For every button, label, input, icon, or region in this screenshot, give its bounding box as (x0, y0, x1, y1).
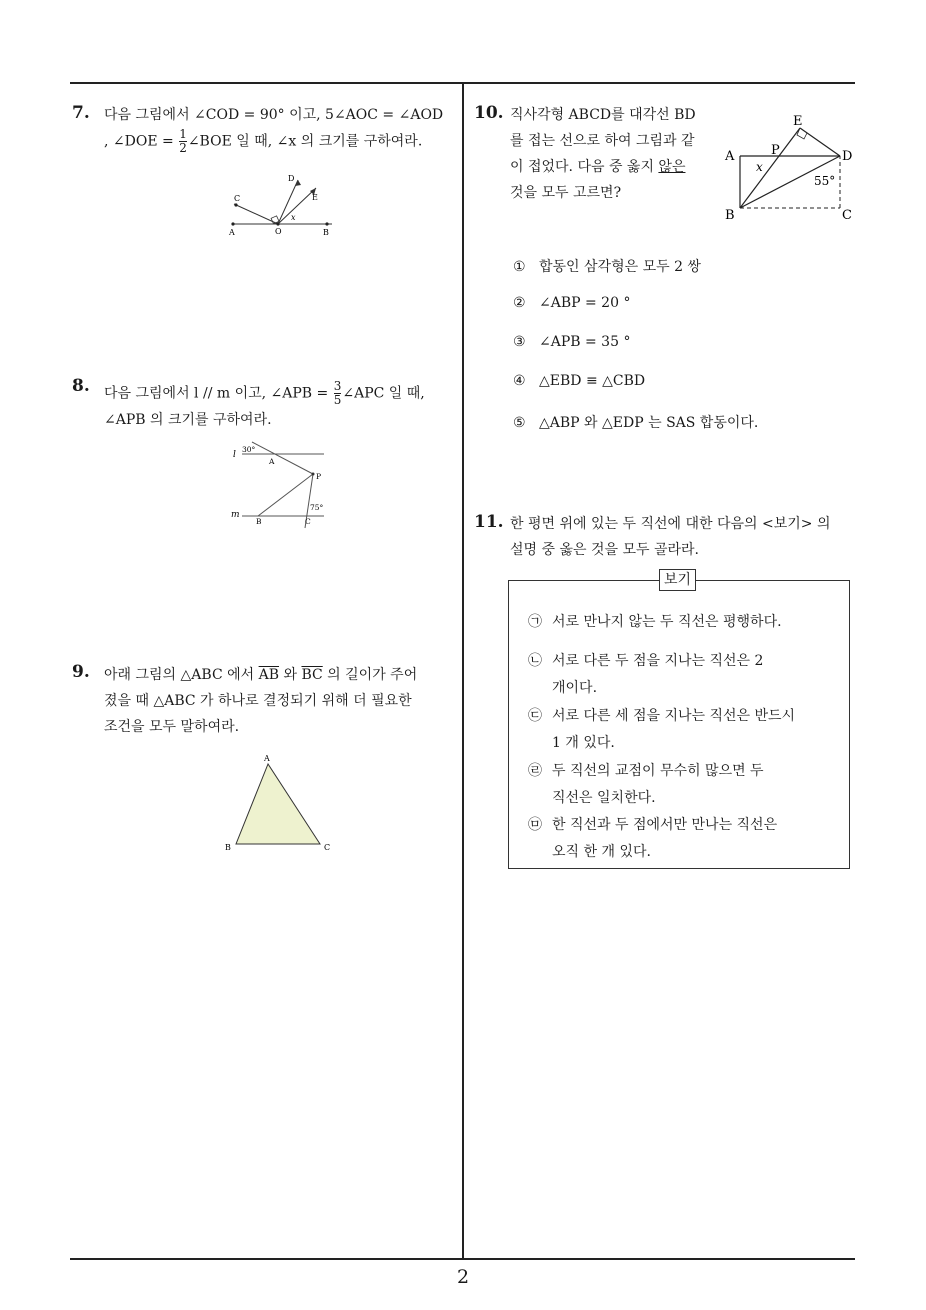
q8-figure (228, 440, 338, 530)
q7-label-x: x (291, 213, 296, 222)
segment-bc: $\overline{BC}$ (301, 667, 323, 683)
q9-number: 9. (72, 662, 90, 682)
q10-choice-1: ① 합동인 삼각형은 모두 2 쌍 (513, 259, 701, 275)
q7-fraction: $\frac{1}{2}$ (179, 127, 187, 155)
q8-text (104, 380, 459, 433)
q10-line1: 직사각형 ABCD를 대각선 BD (510, 107, 696, 123)
q9-label-a: A (264, 754, 270, 763)
q10-label-a: A (725, 149, 735, 164)
q11-line1: 한 평면 위에 있는 두 직선에 대한 다음의 <보기> 의 (510, 516, 831, 532)
q9-line3: 조건을 모두 말하여라. (104, 719, 240, 735)
q10-line4: 것을 모두 고르면? (510, 185, 622, 201)
segment-ab: $\overline{AB}$ (258, 667, 280, 683)
q7-label-c: C (234, 194, 241, 203)
q11-text (510, 511, 860, 563)
q10-label-55: 55° (814, 174, 836, 188)
q11-line2: 설명 중 옳은 것을 모두 골라라. (510, 542, 699, 558)
bogi-item-5: ㉤ 한 직선과 두 점에서만 만나는 직선은 오직 한 개 있다. (528, 817, 778, 860)
q7-figure (222, 168, 342, 240)
q9-text (104, 662, 459, 740)
q10-label-b: B (725, 208, 735, 223)
q8-number: 8. (72, 376, 90, 396)
q8-fraction: $\frac{3}{5}$ (333, 379, 342, 407)
q8-line1: 다음 그림에서 l // m 이고, ∠APB = $\frac{3}{5}$ ∠APC 일 때, (104, 379, 425, 407)
q10-figure (720, 108, 860, 226)
q7-label-o: O (275, 227, 282, 236)
q10-line2: 를 접는 선으로 하여 그림과 같 (510, 133, 695, 149)
bogi-item-1: ㉠ 서로 만나지 않는 두 직선은 평행하다. (528, 614, 782, 630)
q8-label-a: A (269, 457, 275, 466)
page-number: 2 (456, 1266, 470, 1288)
bogi-item-4: ㉣ 두 직선의 교점이 무수히 많으면 두 직선은 일치한다. (528, 763, 764, 806)
q11-number: 11. (474, 512, 504, 532)
q7-line1: 다음 그림에서 ∠COD = 90° 이고, 5∠AOC = ∠AOD (104, 107, 444, 123)
q8-line2: ∠APB 의 크기를 구하여라. (104, 412, 272, 428)
q8-label-l: l (233, 450, 236, 460)
q10-label-d: D (842, 149, 853, 164)
q8-label-30: 30° (242, 445, 256, 454)
q9-label-c: C (324, 843, 331, 852)
q7-label-b: B (323, 228, 329, 237)
q9-label-b: B (225, 843, 231, 852)
q10-number: 10. (474, 103, 504, 123)
q7-line2: , ∠DOE = $\frac{1}{2}$ ∠BOE 일 때, ∠x 의 크기를 구하여라. (104, 127, 423, 155)
q8-label-75: 75° (310, 503, 324, 512)
bogi-item-3: ㉢ 서로 다른 세 점을 지나는 직선은 반드시 1 개 있다. (528, 708, 796, 751)
q7-text (104, 102, 459, 155)
q10-choice-2: ② ∠ABP = 20 ° (513, 295, 631, 311)
q10-choice-5: ⑤ △ABP 와 △EDP 는 SAS 합동이다. (513, 415, 759, 431)
q9-line2: 졌을 때 △ABC 가 하나로 결정되기 위해 더 필요한 (104, 693, 412, 709)
q10-label-x: x (756, 160, 763, 174)
column-divider (462, 82, 464, 1259)
q10-line3: 이 접었다. 다음 중 옳지 않은 (510, 159, 686, 175)
q10-choice-3: ③ ∠APB = 35 ° (513, 334, 631, 350)
bottom-rule (70, 1258, 855, 1260)
bogi-item-2: ㉡ 서로 다른 두 점을 지나는 직선은 2 개이다. (528, 653, 764, 696)
q8-label-p: P (316, 472, 322, 481)
q10-choice-4: ④ △EBD ≡ △CBD (513, 373, 646, 389)
q9-line1: 아래 그림의 △ABC 에서 $\overline{AB}$ 와 $\overline{BC}$ 의 길이가 주어 (104, 667, 418, 683)
q10-label-c: C (842, 208, 852, 223)
q7-number: 7. (72, 103, 90, 123)
q10-label-e: E (793, 114, 803, 129)
q10-label-p: P (771, 143, 780, 158)
q8-label-m: m (231, 510, 240, 520)
underlined-word: 않은 (658, 159, 686, 175)
bogi-label: 보기 (659, 569, 696, 591)
q8-label-c: C (305, 517, 311, 526)
q7-label-d: D (288, 174, 295, 183)
q10-text (510, 102, 715, 206)
q8-label-b: B (256, 517, 262, 526)
q7-label-e: E (312, 193, 318, 202)
q7-label-a: A (229, 228, 235, 237)
q9-figure (222, 750, 342, 856)
